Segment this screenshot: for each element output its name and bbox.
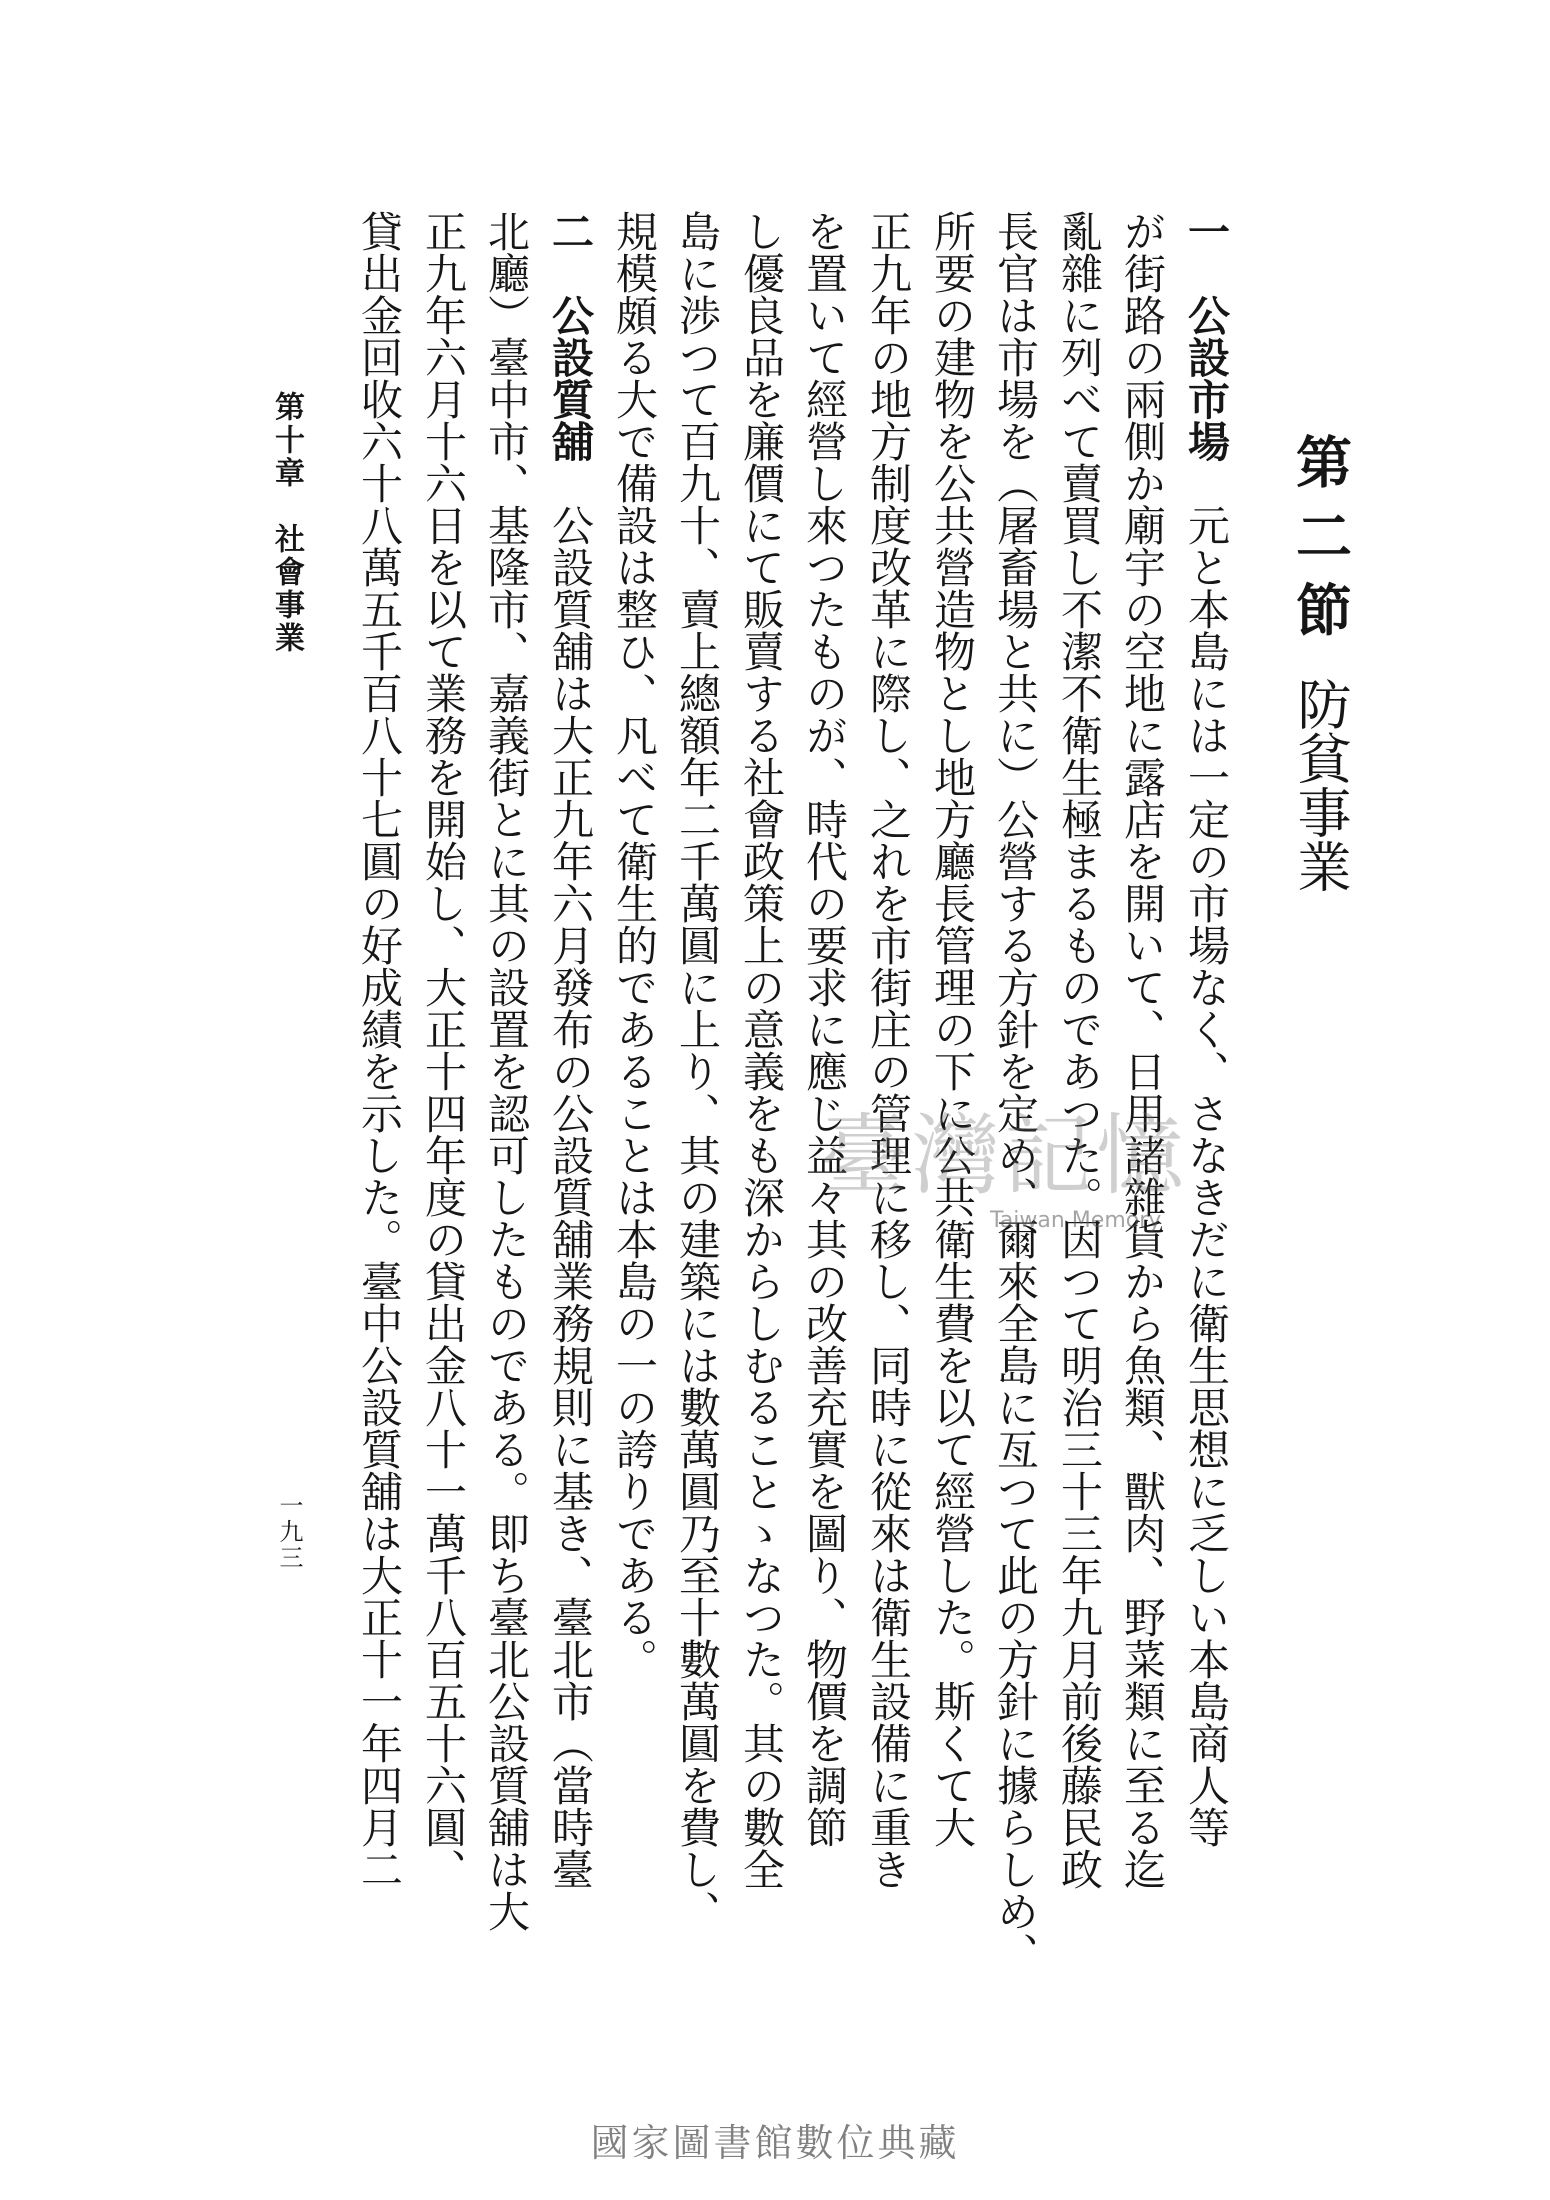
text-column: 正九年の地方制度改革に際し、之れを市街庄の管理に移し、同時に從來は衛生設備に重き	[864, 210, 913, 1890]
text-column	[1174, 210, 1238, 1990]
text-column: 長官は市場を（屠畜場と共に）公營する方針を定め、爾來全島に亙つて此の方針に據らしめ、	[991, 210, 1040, 1974]
text-column: が街路の兩側か廟宇の空地に露店を開いて、日用諸雜貨から魚類、獸肉、野菜類に至る迄	[1118, 210, 1167, 1890]
library-credit: 國家圖書館數位典藏	[590, 2121, 960, 2165]
watermark-logo: 臺灣記憶	[820, 1104, 1189, 1207]
text-column: 規模頗る大で備設は整ひ、凡べて衛生的であることは本島の一の誇りである。	[610, 210, 659, 1680]
section-number: 第二節	[1287, 433, 1353, 655]
section-title: 防貧事業	[1289, 677, 1352, 893]
text-column: を置いて經營し來つたものが、時代の要求に應じ益々其の改善充實を圖り、物價を調節	[800, 210, 849, 1848]
text-column: 貸出金回收六十八萬五千百八十七圓の好成績を示した。臺中公設質舖は大正十一年四月二	[355, 210, 404, 1890]
text-column: 北廳）臺中市、基隆市、嘉義街とに其の設置を認可したものである。即ち臺北公設質舖は大	[482, 210, 531, 1932]
text-column	[538, 210, 602, 1990]
item-number: 一	[1182, 210, 1231, 252]
text-column: 正九年六月十六日を以て業務を開始し、大正十四年度の貸出金八十一萬千八百五十六圓、	[419, 210, 468, 1890]
page-number: 一九三	[275, 1493, 303, 1571]
running-head: 第十章 社會事業	[269, 391, 304, 655]
text-column: 亂雜に列べて賣買し不潔不衛生極まるものであつた。因つて明治三十三年九月前後藤民政	[1055, 210, 1104, 1890]
text-column: 島に渉つて百九十、賣上總額年二千萬圓に上り、其の建築には數萬圓乃至十數萬圓を費し、	[673, 210, 722, 1932]
text-line: 元と本島には一定の市場なく、さなきだに衛生思想に乏しい本島商人等	[1182, 504, 1231, 1848]
watermark-subtitle: Taiwan Memory	[990, 1208, 1162, 1233]
text-line: 公設質舖は大正九年六月發布の公設質舖業務規則に基き、臺北市（當時臺	[546, 504, 595, 1890]
item-title: 公設市場	[1182, 294, 1231, 462]
item-title: 公設質舖	[546, 294, 595, 462]
text-column: 所要の建物を公共營造物とし地方廳長管理の下に公共衛生費を以て經營した。斯くて大	[928, 210, 977, 1848]
item-number: 二	[546, 210, 595, 252]
section-heading	[1280, 433, 1360, 953]
text-column: し優良品を廉價にて販賣する社會政策上の意義をも深からしむることゝなつた。其の數全	[737, 210, 786, 1890]
